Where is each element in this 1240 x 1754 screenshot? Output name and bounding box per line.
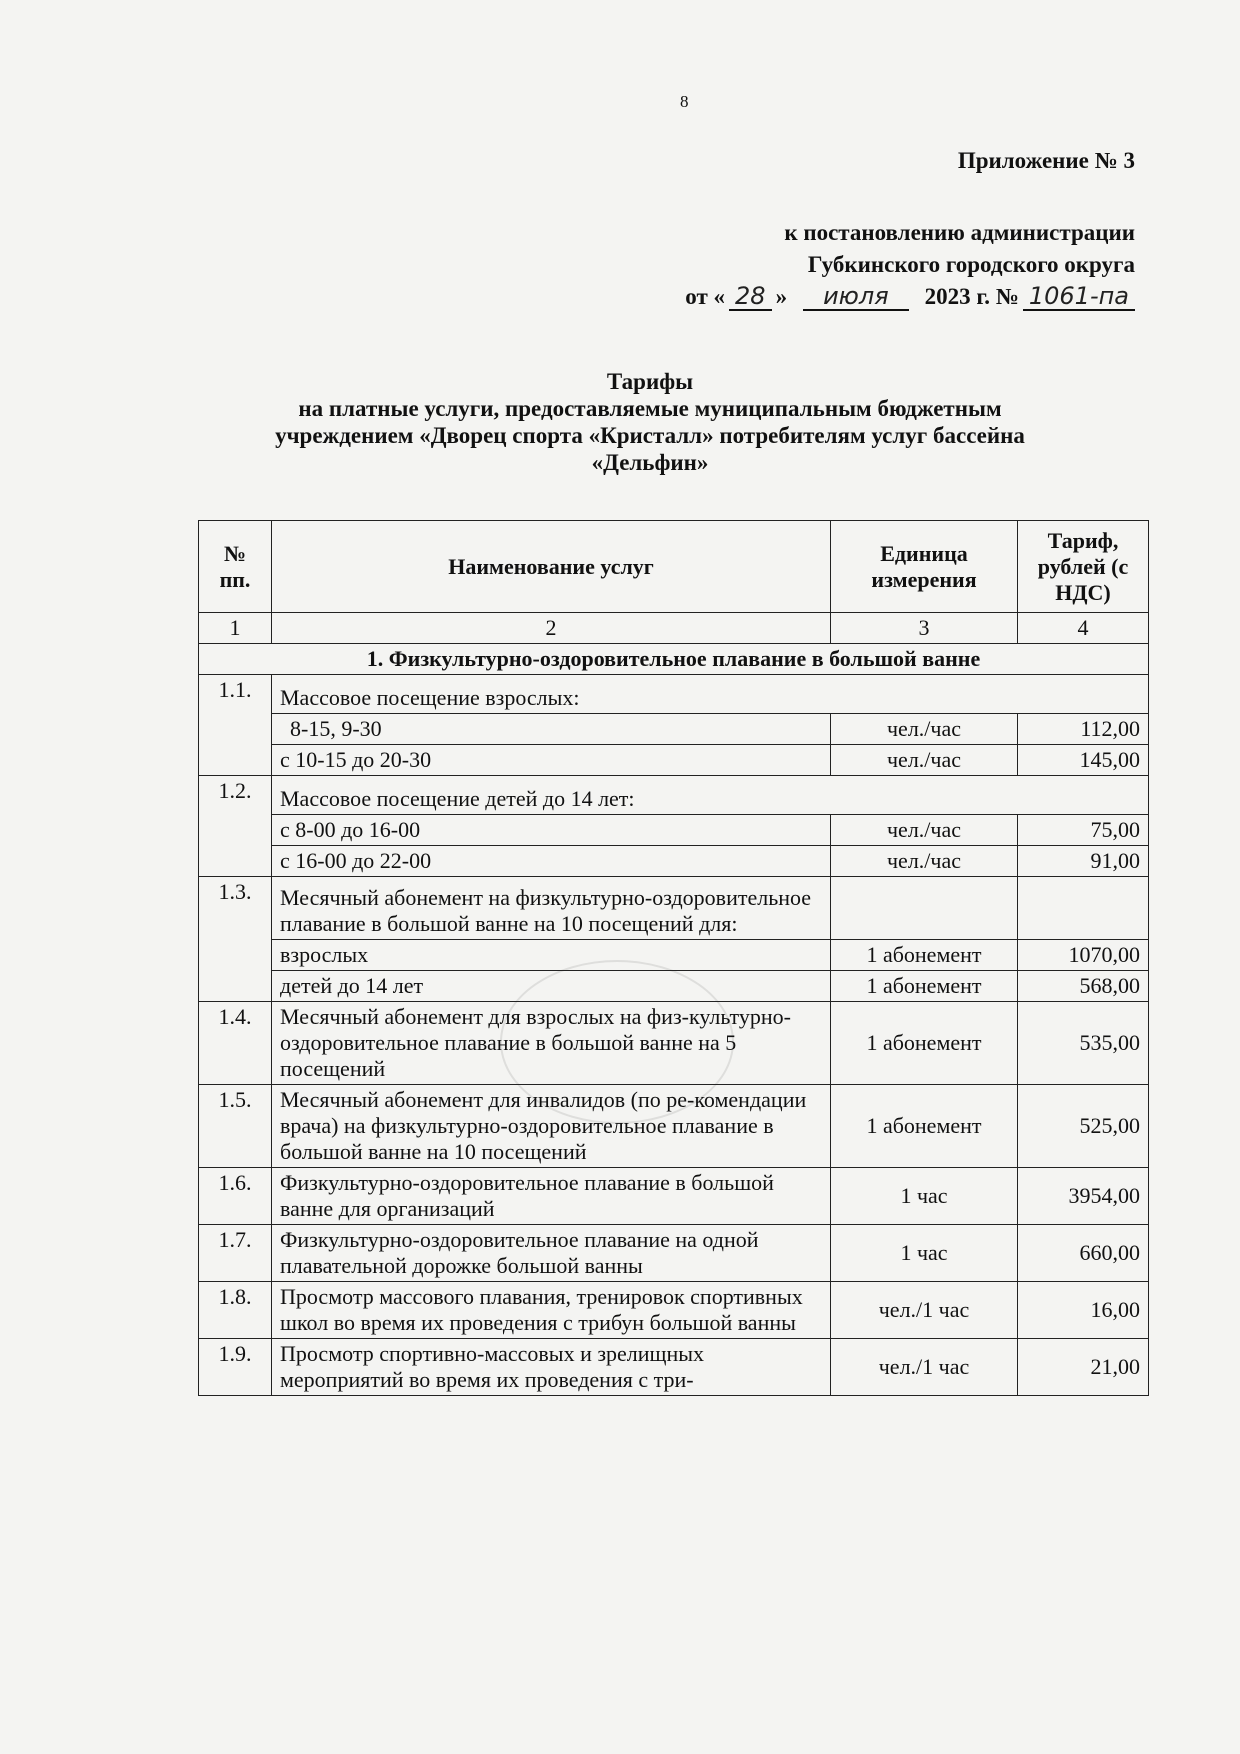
table-row	[199, 1002, 1149, 1085]
table-row	[199, 1168, 1149, 1225]
table-row	[199, 675, 1149, 714]
row-num-empty	[199, 815, 272, 846]
appendix-header	[685, 145, 1135, 313]
row-price: 21,00	[1018, 1339, 1149, 1396]
date-year: 2023 г. №	[924, 284, 1019, 309]
row-price: 3954,00	[1018, 1168, 1149, 1225]
row-name: Месячный абонемент на физкультурно-оздоровительное плавание в большой ванне на 10 посещений для:	[272, 877, 831, 940]
title-line-4: «Дельфин»	[591, 450, 709, 475]
header-name: Наименование услуг	[272, 521, 831, 613]
row-num: 1.7.	[199, 1225, 272, 1282]
table-row	[199, 1282, 1149, 1339]
row-price: 91,00	[1018, 846, 1149, 877]
date-day-handwritten: 28	[729, 283, 772, 311]
row-unit: 1 абонемент	[831, 940, 1018, 971]
table-row	[199, 846, 1149, 877]
table-row	[199, 1085, 1149, 1168]
doc-number-handwritten: 1061-па	[1023, 283, 1135, 311]
header-line-2: Губкинского городского округа	[807, 252, 1135, 277]
table-row	[199, 815, 1149, 846]
table-row	[199, 776, 1149, 815]
row-name: с 16-00 до 22-00	[272, 846, 831, 877]
title-line-1: Тарифы	[606, 369, 694, 394]
row-name: Месячный абонемент для инвалидов (по ре-комендации врача) на физкультурно-оздоровительное плавание в большой ванне на 10 посещений	[272, 1085, 831, 1168]
col-number: 3	[831, 613, 1018, 644]
row-num: 1.3.	[199, 877, 272, 940]
row-num-empty	[199, 714, 272, 745]
row-name: 8-15, 9-30	[272, 714, 831, 745]
document-title	[200, 368, 1100, 476]
table-row	[199, 1339, 1149, 1396]
row-num: 1.8.	[199, 1282, 272, 1339]
row-name: Просмотр спортивно-массовых и зрелищных мероприятий во время их проведения с три-	[272, 1339, 831, 1396]
row-num: 1.2.	[199, 776, 272, 815]
date-month-handwritten: июля	[803, 283, 909, 311]
header-unit: Единица измерения	[831, 521, 1018, 613]
appendix-title: Приложение № 3	[957, 148, 1135, 173]
row-price-empty	[1018, 877, 1149, 940]
col-number: 1	[199, 613, 272, 644]
row-name: взрослых	[272, 940, 831, 971]
row-price: 1070,00	[1018, 940, 1149, 971]
header-tariff: Тариф, рублей (с НДС)	[1018, 521, 1149, 613]
date-line	[685, 281, 1135, 313]
row-price: 535,00	[1018, 1002, 1149, 1085]
row-unit: 1 час	[831, 1168, 1018, 1225]
row-name: Физкультурно-оздоровительное плавание в большой ванне для организаций	[272, 1168, 831, 1225]
page-number: 8	[680, 92, 689, 111]
row-unit: чел./1 час	[831, 1282, 1018, 1339]
table-row	[199, 877, 1149, 940]
row-num-empty	[199, 971, 272, 1002]
row-num: 1.9.	[199, 1339, 272, 1396]
col-number: 4	[1018, 613, 1149, 644]
section-row	[199, 644, 1149, 675]
row-name: Месячный абонемент для взрослых на физ-культурно-оздоровительное плавание в большой ванне на 5 посещений	[272, 1002, 831, 1085]
row-name: с 10-15 до 20-30	[272, 745, 831, 776]
row-num: 1.6.	[199, 1168, 272, 1225]
row-name: Просмотр массового плавания, тренировок спортивных школ во время их проведения с трибун большой ванны	[272, 1282, 831, 1339]
table-row	[199, 971, 1149, 1002]
row-unit: 1 абонемент	[831, 1002, 1018, 1085]
row-unit: чел./час	[831, 846, 1018, 877]
section-title: 1. Физкультурно-оздоровительное плавание в большой ванне	[199, 644, 1149, 675]
title-line-2: на платные услуги, предоставляемые муниципальным бюджетным	[298, 396, 1002, 421]
date-prefix: от «	[685, 284, 726, 309]
row-name: Массовое посещение детей до 14 лет:	[272, 776, 1149, 815]
row-num-empty	[199, 846, 272, 877]
header-num: № пп.	[199, 521, 272, 613]
header-line-1: к постановлению администрации	[784, 220, 1135, 245]
table-row	[199, 745, 1149, 776]
row-price: 525,00	[1018, 1085, 1149, 1168]
row-price: 16,00	[1018, 1282, 1149, 1339]
column-numbers-row	[199, 613, 1149, 644]
row-unit: чел./час	[831, 745, 1018, 776]
row-name: с 8-00 до 16-00	[272, 815, 831, 846]
row-num-empty	[199, 745, 272, 776]
row-unit: 1 абонемент	[831, 1085, 1018, 1168]
row-name: Физкультурно-оздоровительное плавание на одной плавательной дорожке большой ванны	[272, 1225, 831, 1282]
row-name: детей до 14 лет	[272, 971, 831, 1002]
row-num: 1.5.	[199, 1085, 272, 1168]
row-unit: 1 час	[831, 1225, 1018, 1282]
table-row	[199, 1225, 1149, 1282]
row-num-empty	[199, 940, 272, 971]
tariffs-table	[198, 520, 1149, 1396]
date-mid: »	[775, 284, 788, 309]
row-unit: чел./час	[831, 714, 1018, 745]
row-num: 1.1.	[199, 675, 272, 714]
table-row	[199, 714, 1149, 745]
row-price: 112,00	[1018, 714, 1149, 745]
row-unit: чел./1 час	[831, 1339, 1018, 1396]
row-price: 145,00	[1018, 745, 1149, 776]
title-line-3: учреждением «Дворец спорта «Кристалл» потребителям услуг бассейна	[275, 423, 1025, 448]
row-unit: чел./час	[831, 815, 1018, 846]
row-name: Массовое посещение взрослых:	[272, 675, 1149, 714]
row-unit: 1 абонемент	[831, 971, 1018, 1002]
row-num: 1.4.	[199, 1002, 272, 1085]
row-price: 660,00	[1018, 1225, 1149, 1282]
col-number: 2	[272, 613, 831, 644]
row-unit-empty	[831, 877, 1018, 940]
row-price: 568,00	[1018, 971, 1149, 1002]
row-price: 75,00	[1018, 815, 1149, 846]
table-row	[199, 940, 1149, 971]
